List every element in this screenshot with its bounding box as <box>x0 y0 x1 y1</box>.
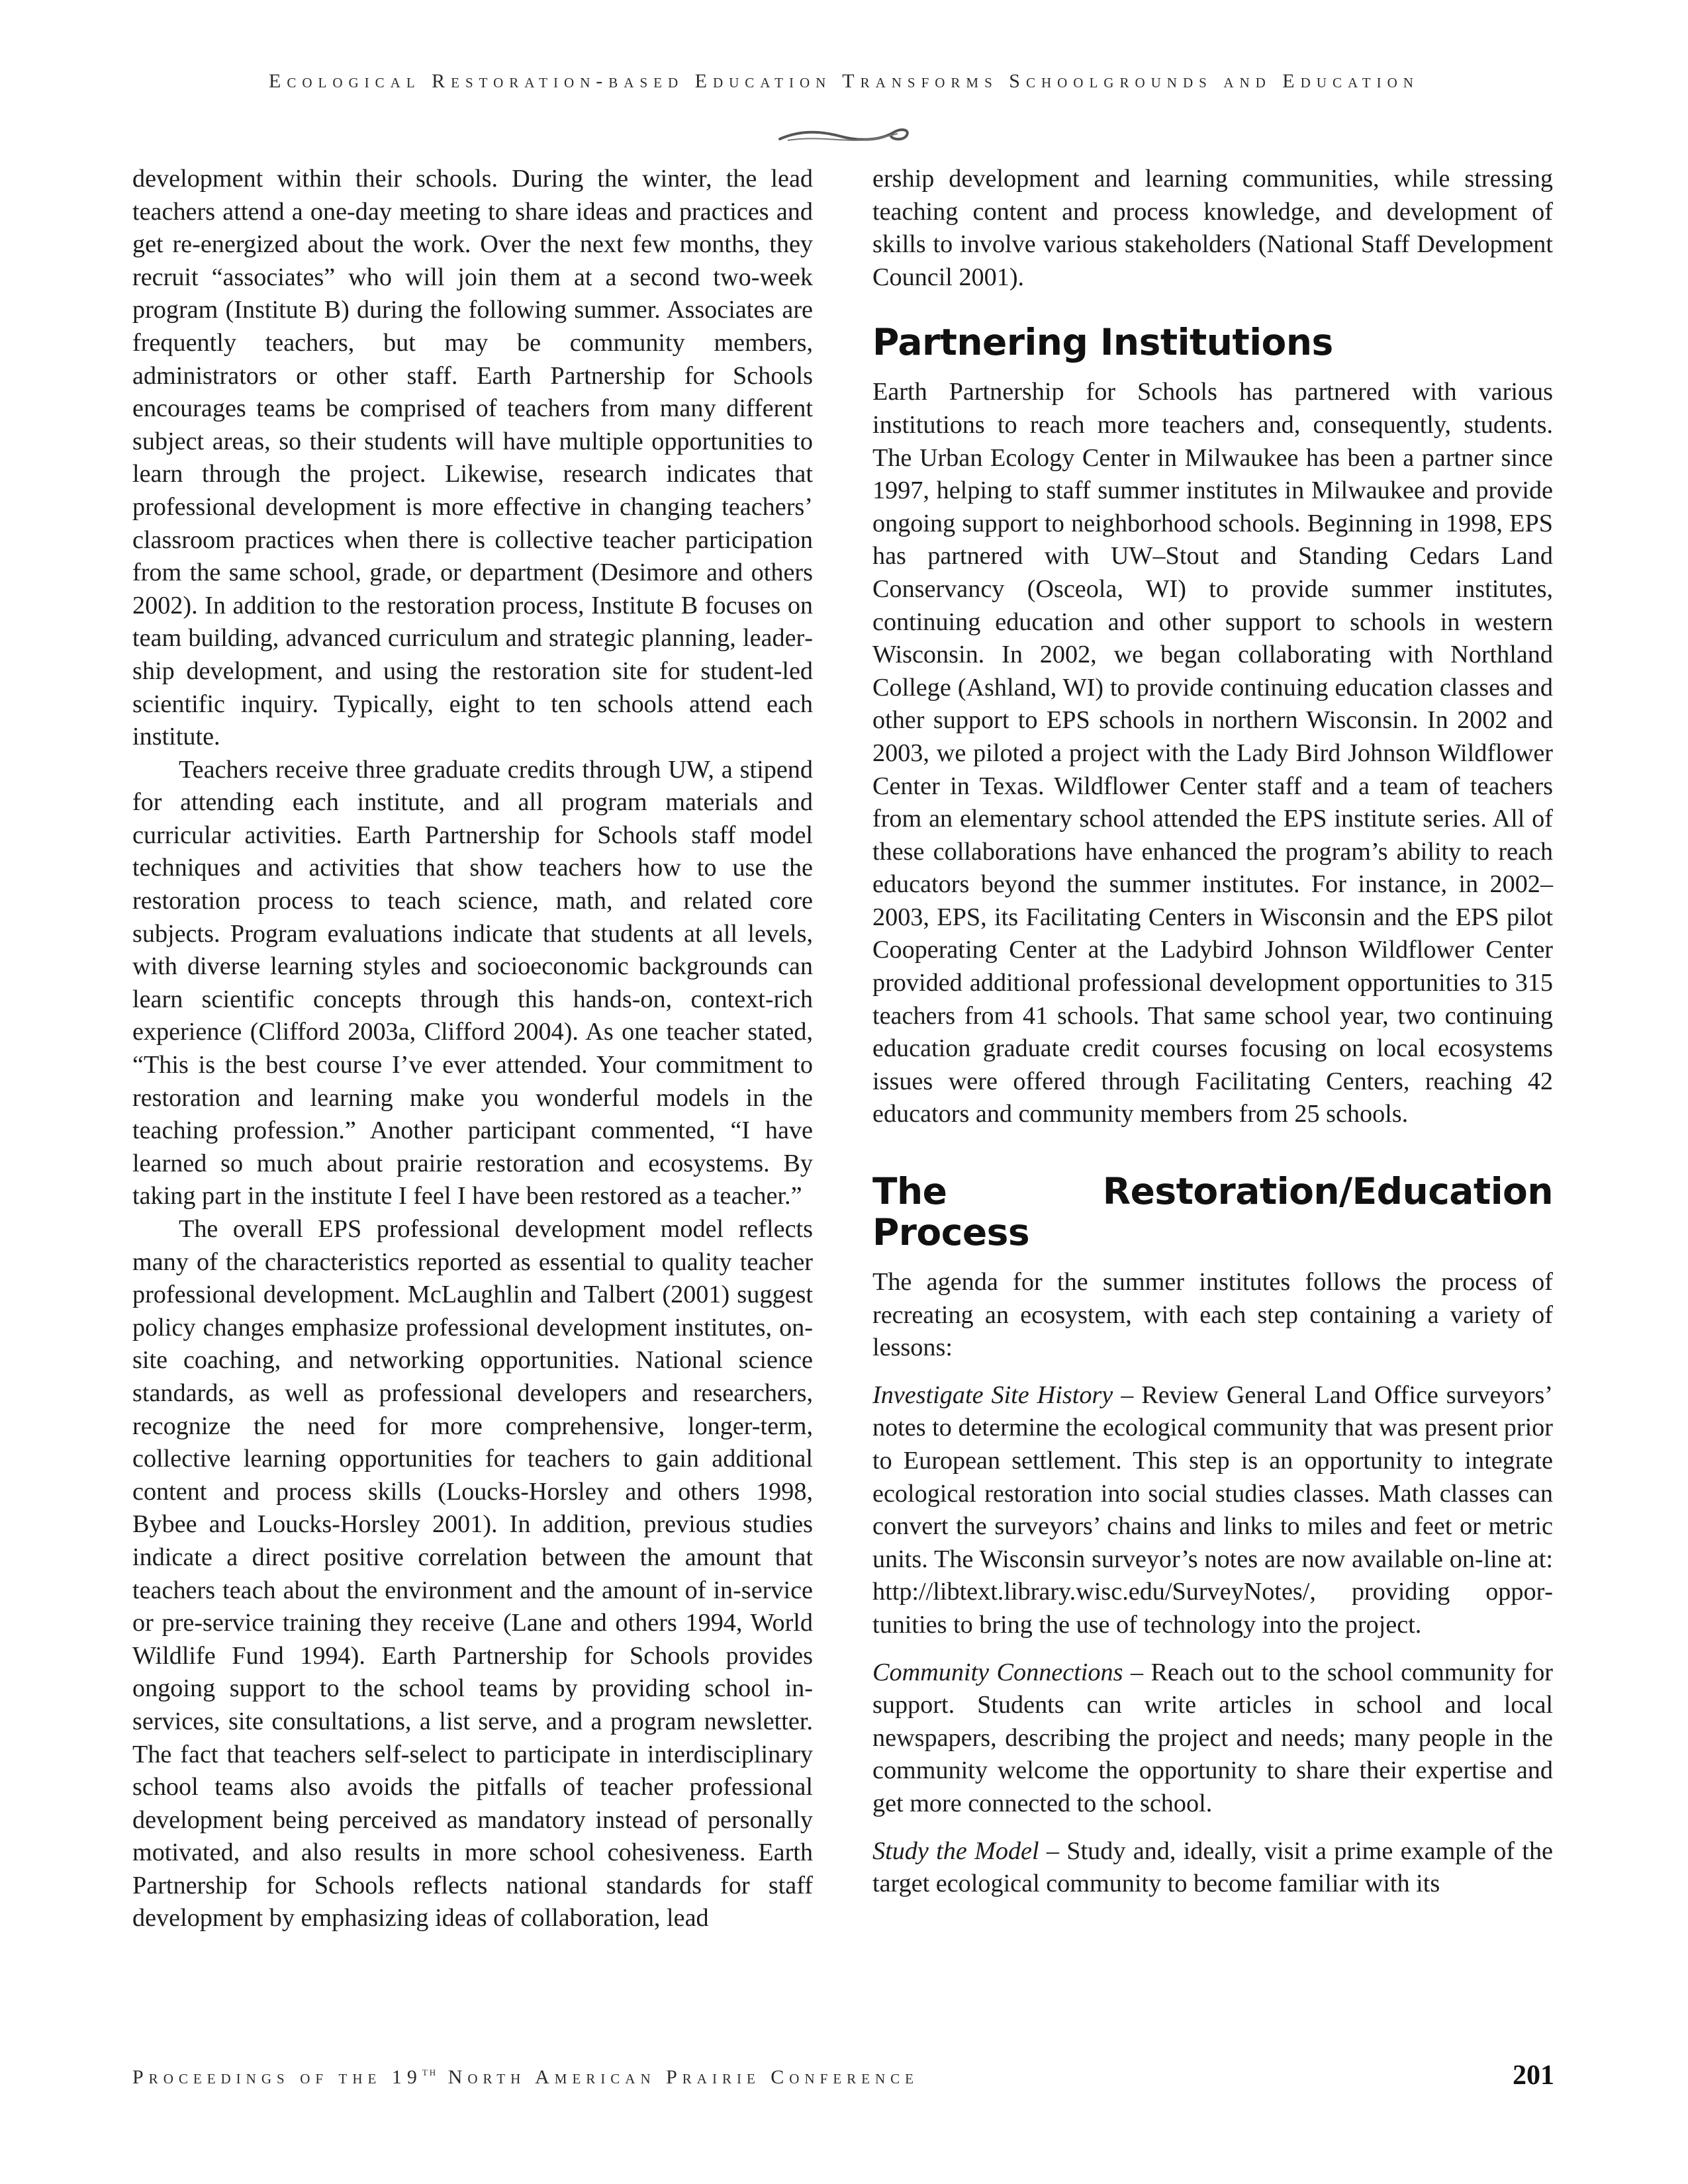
step-text: – Review General Land Office surveyors’ notes to determine the ecological community that was present prior to European settlement. This step is an opportunity to integrate ecological restoration into social studies classes. Math classes can convert the surveyors’ chains and links to miles and feet or metric units. The Wisconsin surveyor’s notes are now available on-line at: http://libtext.library.wisc.edu/SurveyNotes/, providing opportunities to bring the use of technology into the project. <box>872 1381 1553 1639</box>
proceedings-ordinal: th <box>422 2065 438 2079</box>
body-paragraph: The overall EPS professional development model reflects many of the characteristics reported as essential to quality teacher professional development. McLaughlin and Talbert (2001) suggest policy changes emphasize professional development institutes, on-site coaching, and networking opportunities. National science standards, as well as professional developers and researchers, recognize the need for more comprehensive, longer-term, collective learning opportunities for teachers to gain additional content and process skills (Loucks-Horsley and others 1998, Bybee and Loucks-Horsley 2001). In addition, previous studies indicate a direct positive correlation between the amount that teachers teach about the environment and the amount of in-service or pre-service training they receive (Lane and others 1994, World Wildlife Fund 1994). Earth Partnership for Schools provides ongoing support to the school teams by providing school in-services, site consultations, a list serve, and a program newsletter. The fact that teachers self-select to participate in interdisciplinary school teams also avoids the pitfalls of teacher professional development being perceived as mandatory instead of personally motivated, and also results in more school cohesiveness. Earth Partnership for Schools reflects national standards for staff development by emphasizing ideas of collaboration, lead <box>132 1215 813 1933</box>
step-term: Investigate Site History <box>872 1381 1113 1409</box>
step-study-the-model <box>872 1835 1553 1901</box>
running-header: Ecological Restoration-based Education Transforms Schoolgrounds and Education <box>269 70 1419 92</box>
step-community-connections <box>872 1657 1553 1821</box>
body-paragraph: Earth Partnership for Schools has partnered with various institutions to reach more teachers and, consequently, students. The Urban Ecology Center in Milwaukee has been a partner since 1997, helping to staff summer institutes in Milwaukee and provide ongoing support to neighborhood schools. Beginning in 1998, EPS has partnered with UW–Stout and Standing Cedars Land Conservancy (Osceola, WI) to provide summer institutes, continuing education and other support to schools in western Wisconsin. In 2002, we began collaborating with Northland College (Ashland, WI) to provide continuing education classes and other support to EPS schools in northern Wisconsin. In 2002 and 2003, we piloted a project with the Lady Bird Johnson Wildflower Center in Texas. Wildflower Center staff and a team of teachers from an elementary school attended the EPS institute series. All of these collaborations have enhanced the program’s ability to reach educators beyond the summer institutes. For instance, in 2002–2003, EPS, its Facilitating Centers in Wisconsin and the EPS pilot Cooperating Center at the Ladybird Johnson Wildflower Center provided additional professional development opportunities to 315 teachers from 41 schools. That same school year, two continuing education graduate credit courses focusing on local ecosystems issues were offered through Facilitating Centers, reaching 42 educators and community members from 25 schools. <box>872 378 1553 1128</box>
proceedings-title-part: Proceedings of the 19 <box>132 2066 422 2088</box>
section-heading-process: The Restoration/Education Process <box>872 1170 1553 1254</box>
body-paragraph: development within their schools. During the winter, the lead teachers attend a one-day meeting to share ideas and practices and get re-energized about the work. Over the next few months, they recruit “associates” who will join them at a second two-week program (Institute B) during the following summer. Associates are frequently teachers, but may be community members, administrators or other staff. Earth Partnership for Schools encourages teams be comprised of teachers from many different subject areas, so their students will have multiple opportunities to learn through the project. Likewise, research indicates that professional development is more effective in changing teachers’ classroom practices when there is collective teacher participation from the same school, grade, or department (Desimore and others 2002). In addition to the restoration process, Institute B focuses on team building, advanced curriculum and strategic planning, leadership development, and using the restoration site for student-led scientific inquiry. Typically, eight to ten schools attend each institute. <box>132 165 813 751</box>
step-investigate-site-history <box>872 1379 1553 1642</box>
left-column <box>132 163 813 1935</box>
step-term: Community Connections <box>872 1658 1123 1686</box>
step-text: – Study and, ideally, visit a prime example of the target ecological community to become familiar with its <box>872 1837 1553 1898</box>
proceedings-title <box>132 2065 919 2089</box>
body-paragraph: Teachers receive three graduate credits through UW, a stipend for attending each institute, and all program materials and curricular activities. Earth Partnership for Schools staff model techniques and activities that show teachers how to use the restoration process to teach science, math, and related core subjects. Program evaluations indicate that students at all levels, with diverse learning styles and socioeconomic backgrounds can learn scientific concepts through this hands-on, context-rich experience (Clifford 2003a, Clifford 2004). As one teacher stated, “This is the best course I’ve ever attended. Your commitment to restoration and learning make you wonderful models in the teaching profession.” Another participant commented, “I have learned so much about prairie restoration and ecosystems. By taking part in the institute I feel I have been restored as a teacher.” <box>132 755 813 1210</box>
step-term: Study the Model <box>872 1837 1039 1865</box>
right-column <box>872 163 1553 1901</box>
swash-ornament-icon <box>774 120 914 150</box>
section-heading-partnering: Partnering Institutions <box>872 321 1333 364</box>
page-footer <box>132 2060 1554 2098</box>
step-text: – Reach out to the school community for support. Students can write articles in school and local newspapers, describing the project and needs; many people in the community welcome the opportunity to share their expertise and get more connected to the school. <box>872 1658 1554 1817</box>
body-paragraph: ership development and learning communities, while stressing teaching content and process knowledge, and development of skills to involve various stakeholders (National Staff Development Council 2001). <box>872 165 1553 291</box>
page-number: 201 <box>1513 2060 1554 2091</box>
body-paragraph: The agenda for the summer institutes follows the process of recreating an ecosystem, with each step containing a variety of lessons: <box>872 1268 1553 1362</box>
proceedings-title-part: North American Prairie Conference <box>438 2066 919 2088</box>
